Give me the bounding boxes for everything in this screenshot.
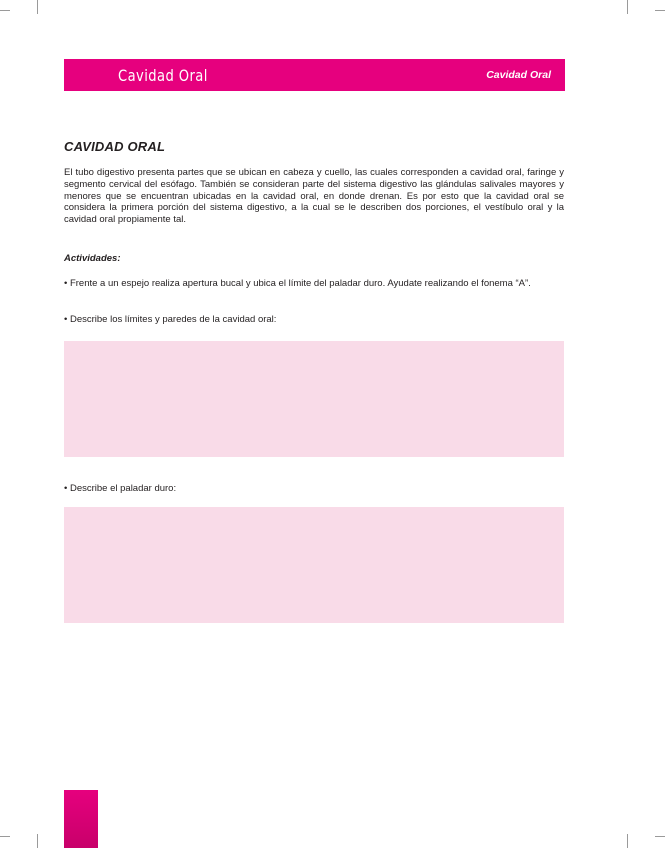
answer-box-limits[interactable] [64,341,564,457]
crop-mark [627,834,628,848]
header-title: Cavidad Oral [118,65,208,85]
crop-mark [0,836,10,837]
activities-heading: Actividades: [64,253,121,264]
crop-mark [37,0,38,14]
activity-item-mirror: • Frente a un espejo realiza apertura bucal y ubica el límite del paladar duro. Ayudate realizando el fonema “A”. [64,278,531,289]
footer-page-tab [64,790,98,848]
activity-item-hard-palate: • Describe el paladar duro: [64,483,177,494]
answer-box-hard-palate[interactable] [64,507,564,623]
crop-mark [37,834,38,848]
section-title: CAVIDAD ORAL [64,139,166,154]
crop-mark [655,10,665,11]
header-running-title: Cavidad Oral [486,69,551,81]
crop-mark [0,10,10,11]
intro-paragraph: El tubo digestivo presenta partes que se ubican en cabeza y cuello, las cuales corresponden a cavidad oral, faringe y segmento cervical del esófago. También se consideran parte del sistema digestivo las glándulas salivales mayores y menores que se encuentran ubicadas en la cavidad oral, en donde drenan. Es por esto que la cavidad oral se considera la primera porción del sistema digestivo, a la cual se le describen dos porciones, el vestíbulo oral y la cavidad oral propiamente tal. [64,167,564,226]
page-header-banner [64,59,565,91]
crop-mark [655,836,665,837]
activity-item-limits: • Describe los límites y paredes de la cavidad oral: [64,314,277,325]
crop-mark [627,0,628,14]
